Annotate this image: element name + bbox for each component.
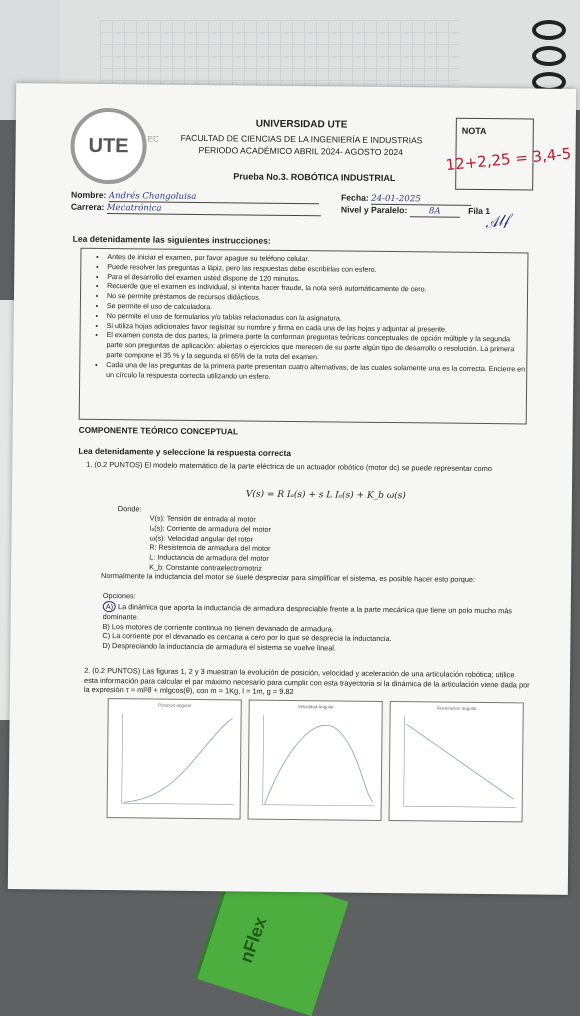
figure-velocity: Velocidad Angular: [248, 700, 383, 821]
grade-value: 12+2,25 = 3,4-5: [444, 144, 573, 175]
ute-logo: UTE: [70, 108, 147, 185]
row-label: Fila 1: [468, 205, 491, 217]
definition: V(s): Tensión de entrada al motor: [149, 513, 256, 524]
velocity-plot: [249, 701, 382, 820]
definition: Iₐ(s): Corriente de armadura del motor: [149, 523, 271, 534]
figures: [106, 698, 521, 828]
equation: V(s) = R Iₐ(s) + s L Iₐ(s) + K_b ω(s): [245, 489, 406, 502]
where-label: Donde:: [117, 504, 142, 514]
options-label: Opciones:: [102, 591, 136, 601]
level-row: Nivel y Paralelo: 8A Fila 1: [340, 204, 491, 217]
faculty-name: FACULTAD DE CIENCIAS DE LA INGENIERÍA E INDUSTRIAS: [180, 132, 423, 146]
option-a[interactable]: A) La dinámica que aporta la inductancia de armadura despreciable frente a la parte mecánica que tiene un polo mucho más dominante.: [102, 601, 512, 622]
instruction-item: • Cada una de las preguntas de la primera parte presentan cuatro alternativas, de las cuales solamente una es la correcta. Encierre en un círculo la respuesta correcta utilizando un esfero.: [106, 361, 526, 385]
academic-period: PERIODO ACADÉMICO ABRIL 2024- AGOSTO 2024: [198, 145, 404, 158]
level-field: 8A: [410, 206, 460, 218]
name-field: Andrés Changoluisa: [109, 191, 319, 204]
definition: K_b: Constante contraelectromotriz: [149, 562, 262, 573]
position-plot: [108, 699, 241, 818]
section-subtitle: Lea detenidamente y seleccione la respuesta correcta: [78, 445, 292, 458]
date-field: 24-01-2025: [371, 194, 471, 206]
question-1-options: [102, 591, 533, 654]
option-b[interactable]: B) Los motores de corriente continua no tienen devanado de armadura.: [102, 621, 334, 633]
acceleration-plot: [390, 702, 523, 821]
handwritten-signature: 𝒜𝓁𝒻: [483, 211, 511, 233]
instruction-item: • Se permite el uso de calculadora.: [107, 302, 527, 316]
career-field: Mecatrónica: [107, 203, 321, 216]
instructions-box: [79, 248, 529, 425]
instruction-item: • No se permite préstamos de recursos didácticos.: [107, 292, 527, 306]
definitions: [149, 514, 271, 574]
exam-paper: [8, 83, 576, 895]
career-row: Carrera: Mecatrónica: [71, 202, 321, 217]
question-2-text: 2. (0.2 PUNTOS) Las figuras 1, 2 y 3 muestran la evolución de posición, velocidad y aceleración de una articulación robótica; utilice esta información para calcular el par máximo necesario para cumplir con esta trayectoria si la dinámica de la articulación viene dada por la expresión τ = ml²θ̈ + mlgcos(θ), con m = 1Kg, l = 1m, g = 9.82: [83, 665, 530, 697]
instructions-heading: Lea detenidamente las siguientes instrucciones:: [72, 233, 271, 246]
figure-acceleration: Aceleracion angular: [389, 701, 524, 822]
instruction-item: • Recuerde que el examen es individual, si intenta hacer fraude, la nota será automáticamente de cero.: [107, 282, 527, 296]
test-title: Prueba No.3. ROBÓTICA INDUSTRIAL: [233, 171, 396, 184]
instruction-item: • Puede resolver las preguntas a lápiz, pero las respuestas debe escribirlas con esfero.: [107, 263, 527, 277]
instruction-item: • El examen consta de dos partes, la primera parte la conforman preguntas teóricas conceptuales de opción múltiple y la segunda parte son preguntas de aplicación: abiertas o ejercicios que merecen de su parte algún tipo de desarrollo o resolución. La primera parte compone el 35 % y la segunda el 65% de la nota del examen.: [106, 331, 526, 365]
definition: R: Resistencia de armadura del motor: [149, 542, 271, 554]
definition: L: Inductancia de armadura del motor: [149, 552, 269, 563]
circled-answer: A): [103, 601, 116, 613]
option-d[interactable]: D) Despreciando la inductancia de armadura el sistema se vuelve lineal.: [102, 640, 337, 652]
option-c[interactable]: C) La corriente por el devanado es cercana a cero por lo que se desprecia la inductancia.: [102, 631, 392, 644]
grade-label: NOTA: [461, 125, 487, 137]
definition: ω(s): Velocidad angular del rotor: [149, 533, 254, 544]
university-name: UNIVERSIDAD UTE: [255, 118, 348, 131]
name-row: Nombre: Andrés Changoluisa: [71, 190, 319, 205]
instruction-item: • Si utiliza hojas adicionales favor registrar su nombre y firma en cada una de las hojas y adjuntar al presente.: [107, 322, 527, 336]
instructions-list: [80, 253, 527, 385]
question-1-text: 1. (0.2 PUNTOS) El modelo matemático de la parte eléctrica de un actuador robótico (motor dc) se puede representar como: [86, 459, 493, 474]
figure-position: Posicion angular: [107, 698, 242, 819]
ruler-label: nFlex: [235, 914, 271, 966]
logo-suffix: EC: [147, 134, 159, 144]
question-1-statement: Normalmente la inductancia del motor se suele despreciar para simplificar el sistema, es posible hacer esto porque:: [101, 571, 476, 584]
section-title: COMPONENTE TEÓRICO CONCEPTUAL: [78, 424, 239, 437]
instruction-item: • Para el desarrollo del examen usted dispone de 120 minutos.: [107, 273, 527, 287]
instruction-item: • No permite el uso de formularios y/o tablas relacionados con la asignatura.: [107, 312, 527, 326]
date-row: Fecha: 24-01-2025: [341, 192, 471, 205]
instruction-item: • Antes de iniciar el examen, por favor apague su teléfono celular.: [107, 253, 527, 267]
